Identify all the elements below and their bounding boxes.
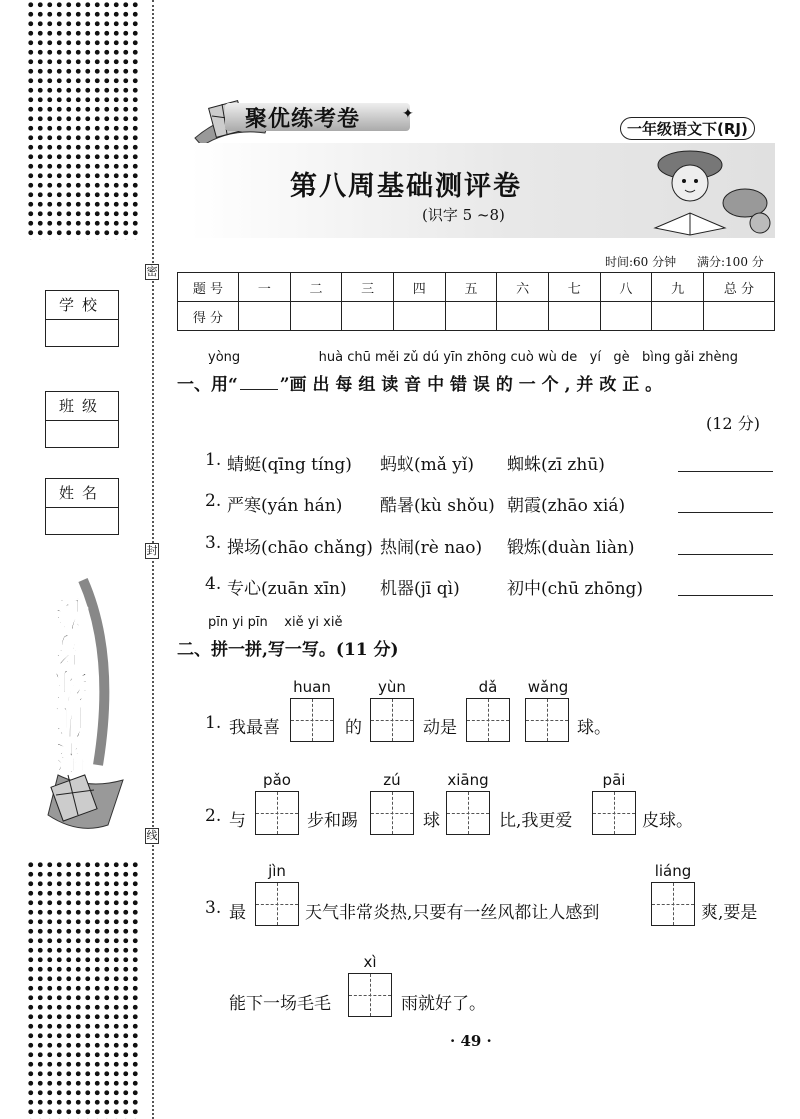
item-option-c[interactable]: 蜘蛛(zī zhū) xyxy=(507,455,605,475)
seal-xian: 线 xyxy=(146,829,158,842)
score-cell[interactable] xyxy=(290,302,342,331)
s2-text-4: 比,我更爱 xyxy=(499,811,573,831)
s4-text-2: 雨就好了。 xyxy=(401,994,486,1014)
answer-line[interactable] xyxy=(678,511,773,513)
score-cell[interactable] xyxy=(652,302,704,331)
page-number: · 49 · xyxy=(450,1032,492,1050)
s3-text-2: 天气非常炎热,只要有一丝风都让人感到 xyxy=(305,903,600,923)
side-logo-text: 聚优练考卷 xyxy=(55,595,95,775)
item-option-b[interactable]: 机器(jī qì) xyxy=(380,579,460,599)
s1-number: 1. xyxy=(205,713,222,733)
score-header-label: 题 号 xyxy=(178,273,239,302)
s3-text-3: 爽,要是 xyxy=(701,903,758,923)
dot-pattern-bottom xyxy=(26,860,140,1119)
s1-pinyin-2: yùn xyxy=(378,678,406,696)
score-header-row xyxy=(178,273,775,302)
s3-text-1: 最 xyxy=(229,903,246,923)
binding-line xyxy=(152,0,154,1119)
s2-pinyin-4: pāi xyxy=(602,771,626,789)
item-option-b[interactable]: 热闹(rè nao) xyxy=(380,538,483,558)
score-header-cell: 六 xyxy=(497,273,549,302)
score-cell[interactable] xyxy=(239,302,291,331)
time-info: 时间:60 分钟 xyxy=(605,255,677,269)
item-option-a[interactable]: 蜻蜓(qīng tíng) xyxy=(227,455,352,475)
class-box xyxy=(45,391,119,448)
item-number: 3. xyxy=(205,533,222,553)
writing-grid[interactable] xyxy=(348,973,392,1017)
s4-text-1: 能下一场毛毛 xyxy=(229,994,331,1014)
s1-text-2: 的 xyxy=(345,718,362,738)
score-cell[interactable] xyxy=(704,302,775,331)
section1-heading xyxy=(177,370,662,395)
writing-grid[interactable] xyxy=(370,791,414,835)
answer-line[interactable] xyxy=(678,553,773,555)
writing-grid[interactable] xyxy=(446,791,490,835)
s2-text-3: 球 xyxy=(423,811,440,831)
list-item xyxy=(205,450,780,480)
score-row-label: 得 分 xyxy=(178,302,239,331)
answer-line[interactable] xyxy=(678,470,773,472)
score-header-cell: 八 xyxy=(600,273,652,302)
score-row xyxy=(178,302,775,331)
section2-heading: 二、拼一拼,写一写。(11 分) xyxy=(177,640,399,660)
writing-grid[interactable] xyxy=(255,882,299,926)
name-box xyxy=(45,478,119,535)
item-option-a[interactable]: 操场(chāo chǎng) xyxy=(227,538,373,558)
writing-grid[interactable] xyxy=(290,698,334,742)
side-logo xyxy=(28,575,128,845)
s1-text-4: 球。 xyxy=(577,718,611,738)
item-option-b[interactable]: 酷暑(kù shǒu) xyxy=(380,496,495,516)
s1-text-1: 我最喜 xyxy=(229,718,280,738)
section2-pinyin: pīn yi pīn xiě yi xiě xyxy=(208,615,343,630)
s1-pinyin-1: huan xyxy=(293,678,331,696)
s2-number: 2. xyxy=(205,806,222,826)
writing-grid[interactable] xyxy=(466,698,510,742)
seal-mi: 密 xyxy=(146,265,158,278)
item-number: 1. xyxy=(205,450,222,470)
s1-text-3: 动是 xyxy=(423,718,457,738)
section1-heading-b: ”画 出 每 组 读 音 中 错 误 的 一 个 , 并 改 正 。 xyxy=(279,375,663,395)
sparkle-icon: ✦ xyxy=(402,106,414,122)
page-title: 第八周基础测评卷 xyxy=(290,171,522,202)
school-label: 学校 xyxy=(46,291,118,320)
page-subtitle: (识字 5 ~8) xyxy=(422,206,505,224)
blank-underline xyxy=(240,389,278,390)
name-label: 姓名 xyxy=(46,479,118,508)
name-field[interactable] xyxy=(46,508,118,534)
s2-pinyin-1: pǎo xyxy=(263,771,291,789)
item-number: 4. xyxy=(205,574,222,594)
writing-grid[interactable] xyxy=(255,791,299,835)
score-header-cell: 九 xyxy=(652,273,704,302)
s1-pinyin-3: dǎ xyxy=(478,678,498,696)
s1-pinyin-4: wǎng xyxy=(527,678,569,696)
s3-pinyin-1: jìn xyxy=(268,862,286,880)
score-info: 满分:100 分 xyxy=(697,255,764,269)
writing-grid[interactable] xyxy=(592,791,636,835)
s3-pinyin-2: liáng xyxy=(654,862,692,880)
item-option-b[interactable]: 蚂蚁(mǎ yǐ) xyxy=(380,455,474,475)
score-cell[interactable] xyxy=(548,302,600,331)
section1-points: (12 分) xyxy=(706,414,760,433)
score-header-cell: 五 xyxy=(445,273,497,302)
school-field[interactable] xyxy=(46,320,118,346)
score-header-cell: 一 xyxy=(239,273,291,302)
seal-feng: 封 xyxy=(146,544,158,557)
answer-line[interactable] xyxy=(678,594,773,596)
score-cell[interactable] xyxy=(497,302,549,331)
score-header-cell: 三 xyxy=(342,273,394,302)
s2-text-2: 步和踢 xyxy=(307,811,358,831)
score-header-cell: 二 xyxy=(290,273,342,302)
item-option-c[interactable]: 朝霞(zhāo xiá) xyxy=(507,496,626,516)
section1-heading-a: 一、用“ xyxy=(177,375,238,395)
list-item xyxy=(205,491,780,521)
grade-tag: 一年级语文下(RJ) xyxy=(620,117,755,140)
brand-text: 聚优练考卷 xyxy=(245,107,361,132)
score-cell[interactable] xyxy=(393,302,445,331)
score-cell[interactable] xyxy=(445,302,497,331)
s2-text-1: 与 xyxy=(229,811,246,831)
class-field[interactable] xyxy=(46,421,118,447)
item-option-a[interactable]: 专心(zuān xīn) xyxy=(227,579,347,599)
section1-pinyin: yòng huà chū měi zǔ dú yīn zhōng cuò wù de yí gè bìng gǎi zhèng xyxy=(208,350,739,365)
s2-pinyin-3: xiāng xyxy=(447,771,489,789)
score-table xyxy=(177,272,775,331)
header-banner xyxy=(190,98,775,238)
item-option-a[interactable]: 严寒(yán hán) xyxy=(227,496,343,516)
s2-text-5: 皮球。 xyxy=(642,811,693,831)
s4-pinyin-1: xì xyxy=(363,953,377,971)
score-header-cell: 七 xyxy=(548,273,600,302)
dot-pattern-top xyxy=(26,0,140,240)
girl-reading-illustration xyxy=(645,143,775,238)
item-option-c[interactable]: 锻炼(duàn liàn) xyxy=(507,538,635,558)
score-header-cell: 四 xyxy=(393,273,445,302)
s3-number: 3. xyxy=(205,898,222,918)
score-header-total: 总 分 xyxy=(704,273,775,302)
class-label: 班级 xyxy=(46,392,118,421)
score-cell[interactable] xyxy=(600,302,652,331)
item-option-c[interactable]: 初中(chū zhōng) xyxy=(507,579,644,599)
list-item xyxy=(205,533,780,563)
score-cell[interactable] xyxy=(342,302,394,331)
writing-grid[interactable] xyxy=(651,882,695,926)
item-number: 2. xyxy=(205,491,222,511)
school-box xyxy=(45,290,119,347)
writing-grid[interactable] xyxy=(370,698,414,742)
list-item xyxy=(205,574,780,604)
writing-grid[interactable] xyxy=(525,698,569,742)
s2-pinyin-2: zú xyxy=(383,771,401,789)
